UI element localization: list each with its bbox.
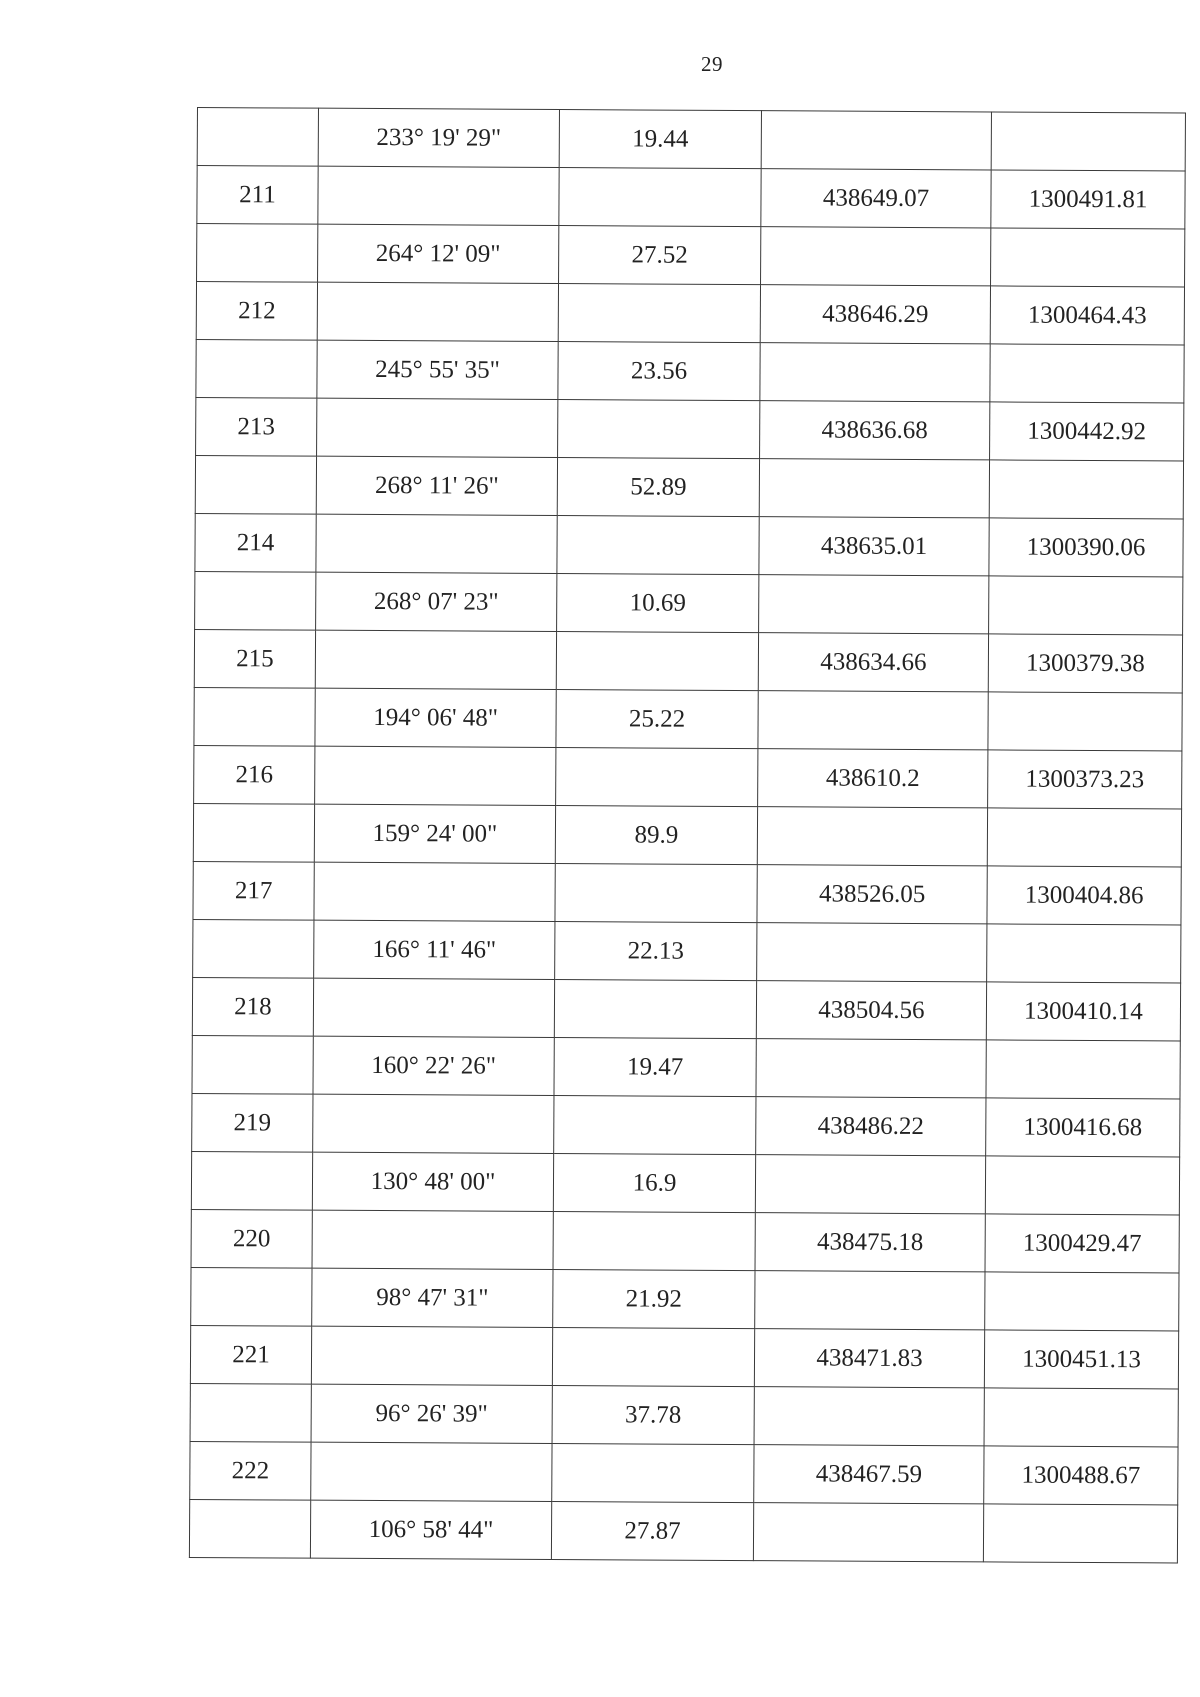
bearing-cell [318,166,559,225]
segment-row [197,108,1185,172]
segment-row [196,339,1184,403]
point-row [194,629,1182,693]
point-row [195,513,1183,577]
point-number-cell: 221 [190,1325,311,1384]
y-coordinate-cell [987,924,1181,983]
x-coordinate-cell: 438610.2 [758,749,988,808]
point-number-cell [191,1267,312,1326]
point-number-cell: 213 [196,397,317,456]
x-coordinate-cell: 438649.07 [761,169,991,228]
x-coordinate-cell: 438504.56 [756,981,986,1040]
x-coordinate-cell: 438646.29 [760,285,990,344]
point-number-cell [197,108,318,167]
point-row [191,1209,1179,1273]
x-coordinate-cell [759,459,989,518]
point-number-cell [195,455,316,514]
bearing-cell [316,514,557,573]
segment-row [193,919,1181,983]
distance-cell: 10.69 [557,574,759,633]
distance-cell: 25.22 [556,690,758,749]
distance-cell [556,632,758,691]
y-coordinate-cell: 1300404.86 [987,866,1181,925]
point-number-cell [191,1151,312,1210]
bearing-cell [315,746,556,805]
bearing-cell [312,1210,553,1269]
coordinate-table-body [189,108,1185,1563]
y-coordinate-cell: 1300416.68 [986,1098,1180,1157]
x-coordinate-cell [761,111,991,170]
x-coordinate-cell [755,1155,985,1214]
bearing-cell: 96° 26' 39" [311,1384,552,1443]
bearing-cell: 159° 24' 00" [314,804,555,863]
point-number-cell [193,803,314,862]
bearing-cell: 268° 11' 26" [316,456,557,515]
y-coordinate-cell [988,692,1182,751]
x-coordinate-cell: 438634.66 [758,633,988,692]
x-coordinate-cell: 438475.18 [755,1213,985,1272]
point-number-cell: 220 [191,1209,312,1268]
y-coordinate-cell: 1300442.92 [990,402,1184,461]
point-number-cell: 214 [195,513,316,572]
distance-cell [553,1212,755,1271]
y-coordinate-cell: 1300390.06 [989,518,1183,577]
distance-cell [552,1328,754,1387]
coordinate-table [189,107,1186,1564]
y-coordinate-cell: 1300373.23 [988,750,1182,809]
x-coordinate-cell: 438471.83 [754,1329,984,1388]
point-number-cell: 219 [192,1093,313,1152]
distance-cell: 22.13 [555,922,757,981]
point-row [196,282,1184,346]
bearing-cell [311,1326,552,1385]
segment-row [194,687,1182,751]
segment-row [195,455,1183,519]
bearing-cell: 160° 22' 26" [313,1036,554,1095]
distance-cell: 23.56 [558,342,760,401]
y-coordinate-cell [986,1040,1180,1099]
y-coordinate-cell [984,1388,1178,1447]
x-coordinate-cell: 438486.22 [756,1097,986,1156]
y-coordinate-cell: 1300429.47 [985,1214,1179,1273]
bearing-cell [317,398,558,457]
segment-row [192,1035,1180,1099]
point-number-cell [195,571,316,630]
bearing-cell: 233° 19' 29" [318,108,559,167]
y-coordinate-cell [991,228,1185,287]
point-row [192,977,1180,1041]
y-coordinate-cell [987,808,1181,867]
page-number: 29 [701,52,723,76]
point-number-cell [190,1383,311,1442]
distance-cell: 19.44 [559,110,761,169]
x-coordinate-cell [757,923,987,982]
segment-row [195,571,1183,635]
x-coordinate-cell [758,691,988,750]
distance-cell: 89.9 [555,806,757,865]
distance-cell [558,400,760,459]
y-coordinate-cell [991,112,1185,171]
distance-cell [555,864,757,923]
y-coordinate-cell [989,460,1183,519]
y-coordinate-cell: 1300464.43 [990,286,1184,345]
y-coordinate-cell: 1300488.67 [984,1446,1178,1505]
distance-cell [554,980,756,1039]
point-number-cell: 216 [194,745,315,804]
bearing-cell: 268° 07' 23" [316,572,557,631]
x-coordinate-cell: 438467.59 [754,1445,984,1504]
distance-cell [558,284,760,343]
y-coordinate-cell: 1300491.81 [991,170,1185,229]
distance-cell: 27.87 [551,1502,753,1561]
distance-cell [559,168,761,227]
bearing-cell: 264° 12' 09" [318,224,559,283]
bearing-cell: 245° 55' 35" [317,340,558,399]
bearing-cell [315,630,556,689]
point-number-cell: 211 [197,166,318,225]
segment-row [189,1499,1177,1563]
bearing-cell [313,1094,554,1153]
point-number-cell: 215 [194,629,315,688]
x-coordinate-cell: 438635.01 [759,517,989,576]
segment-row [191,1267,1179,1331]
point-number-cell: 222 [190,1441,311,1500]
point-row [190,1325,1178,1389]
distance-cell [552,1444,754,1503]
distance-cell: 37.78 [552,1386,754,1445]
x-coordinate-cell [755,1271,985,1330]
x-coordinate-cell [760,343,990,402]
distance-cell [557,516,759,575]
bearing-cell [313,978,554,1037]
x-coordinate-cell [757,807,987,866]
bearing-cell [317,282,558,341]
distance-cell: 16.9 [553,1154,755,1213]
x-coordinate-cell: 438526.05 [757,865,987,924]
point-number-cell [197,224,318,283]
point-row [190,1441,1178,1505]
x-coordinate-cell [754,1387,984,1446]
bearing-cell [314,862,555,921]
point-number-cell [196,339,317,398]
point-row [196,397,1184,461]
point-number-cell [192,1035,313,1094]
y-coordinate-cell [989,576,1183,635]
segment-row [191,1151,1179,1215]
distance-cell [554,1096,756,1155]
bearing-cell: 166° 11' 46" [314,920,555,979]
y-coordinate-cell: 1300451.13 [984,1330,1178,1389]
point-number-cell: 218 [192,977,313,1036]
point-row [194,745,1182,809]
point-row [197,166,1185,230]
segment-row [190,1383,1178,1447]
y-coordinate-cell [983,1504,1177,1563]
point-number-cell: 212 [196,282,317,341]
x-coordinate-cell: 438636.68 [760,401,990,460]
point-row [192,1093,1180,1157]
segment-row [193,803,1181,867]
bearing-cell: 194° 06' 48" [315,688,556,747]
y-coordinate-cell [985,1272,1179,1331]
point-row [193,861,1181,925]
distance-cell: 21.92 [553,1270,755,1329]
x-coordinate-cell [761,227,991,286]
x-coordinate-cell [753,1503,983,1562]
point-number-cell [193,919,314,978]
distance-cell [556,748,758,807]
x-coordinate-cell [756,1039,986,1098]
distance-cell: 19.47 [554,1038,756,1097]
y-coordinate-cell: 1300379.38 [988,634,1182,693]
distance-cell: 52.89 [557,458,759,517]
y-coordinate-cell [990,344,1184,403]
point-number-cell: 217 [193,861,314,920]
y-coordinate-cell: 1300410.14 [986,982,1180,1041]
point-number-cell [194,687,315,746]
bearing-cell: 106° 58' 44" [310,1500,551,1559]
segment-row [197,224,1185,288]
bearing-cell: 130° 48' 00" [312,1152,553,1211]
point-number-cell [189,1499,310,1558]
y-coordinate-cell [985,1156,1179,1215]
bearing-cell: 98° 47' 31" [312,1268,553,1327]
bearing-cell [311,1442,552,1501]
x-coordinate-cell [759,575,989,634]
distance-cell: 27.52 [559,226,761,285]
